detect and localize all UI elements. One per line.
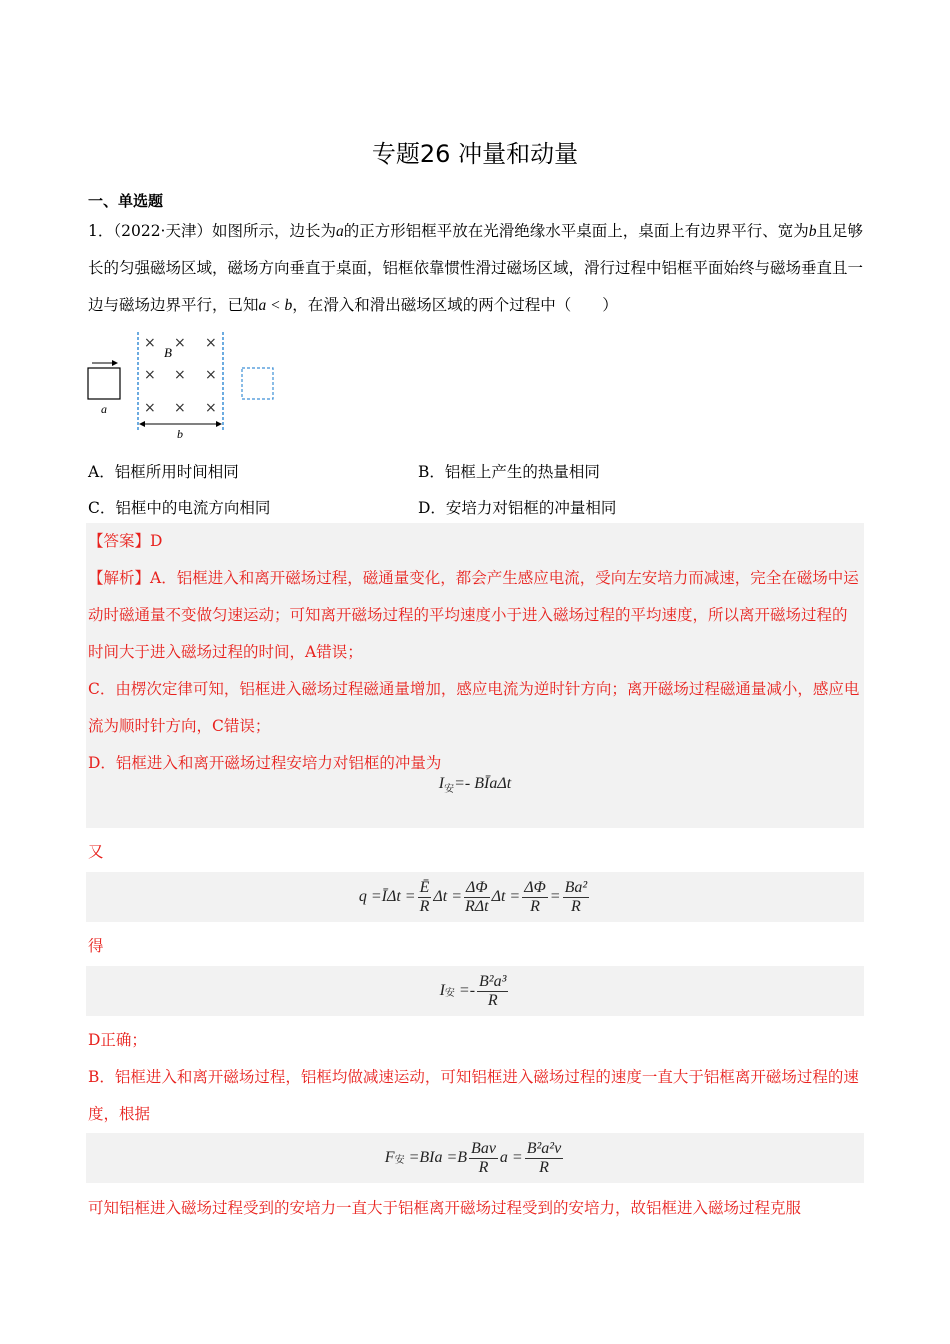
svg-text:×: × (174, 400, 186, 416)
equation-impulse: $I_安=-$ BĪaΔt (438, 775, 512, 795)
section-heading: 一、单选题 (88, 192, 164, 210)
option-d: D．安培力对铝框的冲量相同 (418, 499, 617, 517)
svg-text:×: × (144, 335, 156, 351)
svg-text:×: × (144, 367, 156, 383)
option-a: A．铝框所用时间相同 (88, 463, 239, 481)
equation-force: F 安 =BIa =B $\frac{\text{Bav}}{R}$ a = $\frac{\text{B²a²v}}{R}$ (384, 1139, 562, 1176)
equation-result-block (86, 966, 864, 1016)
equation-charge: q =ĪΔt = $\frac{Ē}{R}$ Δt = $\frac{\Delta\Phi}{\text{RΔt}}$ Δt = $\frac{\Delta\Phi}{R}$ = $\frac{\text{Ba²}}{R}$ (358, 878, 588, 915)
aluminum-frame (88, 368, 120, 399)
svg-text:×: × (205, 335, 217, 351)
frame-exit-position (242, 368, 273, 399)
label-b: b (177, 427, 183, 441)
analysis-a: 【解析】A．铝框进入和离开磁场过程，磁通量变化，都会产生感应电流，受向左安培力而减速，完全在磁场中运动时磁通量不变做匀速运动；可知离开磁场过程的平均速度小于进入磁场过程的平均速度，所以离开磁场过程的时间大于进入磁场过程的时间，A错误； (88, 569, 859, 661)
svg-text:×: × (174, 335, 186, 351)
svg-text:×: × (205, 400, 217, 416)
question-text: 1．（2022·天津）如图所示，边长为a的正方形铝框平放在光滑绝缘水平桌面上，桌面上有边界平行、宽为b且足够长的匀强磁场区域，磁场方向垂直于桌面，铝框依靠惯性滑过磁场区域，滑行过程中铝框平面始终与磁场垂直且一边与磁场边界平行，已知a < b，在滑入和滑出磁场区域的两个过程中（ ） (88, 222, 864, 314)
text-d-correct: D正确； (88, 1031, 147, 1049)
equation-result: I 安 =- $\frac{\text{B²a³}}{R}$ (439, 972, 507, 1009)
analysis-c: C．由楞次定律可知，铝框进入磁场过程磁通量增加，感应电流为逆时针方向；离开磁场过程磁通量减小，感应电流为顺时针方向，C错误； (88, 680, 860, 735)
equation-force-block (86, 1133, 864, 1183)
equation-charge-block (86, 872, 864, 922)
analysis-conclusion: 可知铝框进入磁场过程受到的安培力一直大于铝框离开磁场过程受到的安培力，故铝框进入磁场过程克服 (88, 1199, 802, 1217)
option-c: C．铝框中的电流方向相同 (88, 499, 271, 517)
option-b: B．铝框上产生的热量相同 (418, 463, 600, 481)
text-de: 得 (88, 937, 104, 955)
magnetic-field-figure (84, 330, 284, 442)
page-title: 专题26 冲量和动量 (371, 140, 579, 168)
svg-text:×: × (205, 367, 217, 383)
svg-text:×: × (144, 400, 156, 416)
label-a: a (101, 402, 107, 416)
answer-line: 【答案】D (88, 532, 163, 550)
analysis-d: D．铝框进入和离开磁场过程安培力对铝框的冲量为 (88, 754, 442, 772)
text-you: 又 (88, 843, 104, 861)
analysis-b: B．铝框进入和离开磁场过程，铝框均做减速运动，可知铝框进入磁场过程的速度一直大于铝框离开磁场过程的速度，根据 (88, 1068, 859, 1123)
field-crosses (144, 335, 217, 416)
label-B: B (164, 345, 172, 360)
analysis-block (86, 523, 864, 828)
svg-text:×: × (174, 367, 186, 383)
